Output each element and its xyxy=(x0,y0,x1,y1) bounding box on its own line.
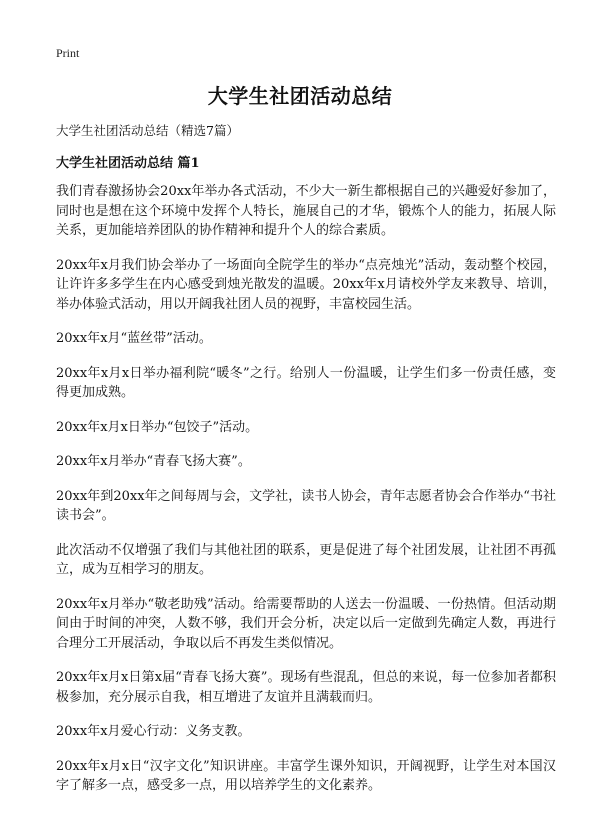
paragraph: 20xx年x月x日第x届“青春飞扬大赛”。现场有些混乱，但总的来说，每一位参加者都积极参加，充分展示自我，相互增进了友谊并且满载而归。 xyxy=(56,670,556,705)
page-title: 大学生社团活动总结 xyxy=(207,84,393,108)
paragraph: 我们青春激扬协会20xx年举办各式活动，不少大一新生都根据自己的兴趣爱好参加了，同时也是想在这个环境中发挥个人特长，施展自己的才华，锻炼个人的能力，拓展人际关系，更加能培养团队的协作精神和提升个人的综合素质。 xyxy=(56,184,556,238)
print-link[interactable]: Print xyxy=(56,46,80,60)
paragraph: 此次活动不仅增强了我们与其他社团的联系，更是促进了每个社团发展，让社团不再孤立，成为互相学习的朋友。 xyxy=(56,542,556,577)
document-subtitle: 大学生社团活动总结（精选7篇） xyxy=(56,123,239,138)
paragraph: 20xx年x月爱心行动：义务支教。 xyxy=(56,724,251,739)
paragraph: 20xx年x月“蓝丝带”活动。 xyxy=(56,331,212,346)
article-body xyxy=(56,182,556,811)
section-heading: 大学生社团活动总结 篇1 xyxy=(56,156,200,171)
paragraph: 20xx年x月x日举办福利院“暖冬”之行。给别人一份温暖，让学生们多一份责任感，变得更加成熟。 xyxy=(56,365,556,400)
paragraph: 20xx年x月举办“青春飞扬大赛”。 xyxy=(56,454,251,469)
paragraph: 20xx年x月x日举办“包饺子”活动。 xyxy=(56,419,259,435)
paragraph: 20xx年到20xx年之间每周与会，文学社，读书人协会，青年志愿者协会合作举办“书社读书会”。 xyxy=(56,488,556,523)
paragraph: 20xx年x月x日“汉字文化”知识讲座。丰富学生课外知识，开阔视野，让学生对本国汉字了解多一点，感受多一点，用以培养学生的文化素养。 xyxy=(56,758,556,793)
paragraph: 20xx年x月我们协会举办了一场面向全院学生的举办“点亮烛光”活动，轰动整个校园，让许许多多学生在内心感受到烛光散发的温暖。20xx年x月请校外学友来教导、培训，举办体验式活动，用以开阔我社团人员的视野，丰富校园生活。 xyxy=(56,257,556,312)
paragraph: 20xx年x月举办“敬老助残”活动。给需要帮助的人送去一份温暖、一份热情。但活动期间由于时间的冲突，人数不够，我们开会分析，决定以后一定做到先确定人数，再进行合理分工开展活动，争取以后不再发生类似情况。 xyxy=(56,596,556,651)
